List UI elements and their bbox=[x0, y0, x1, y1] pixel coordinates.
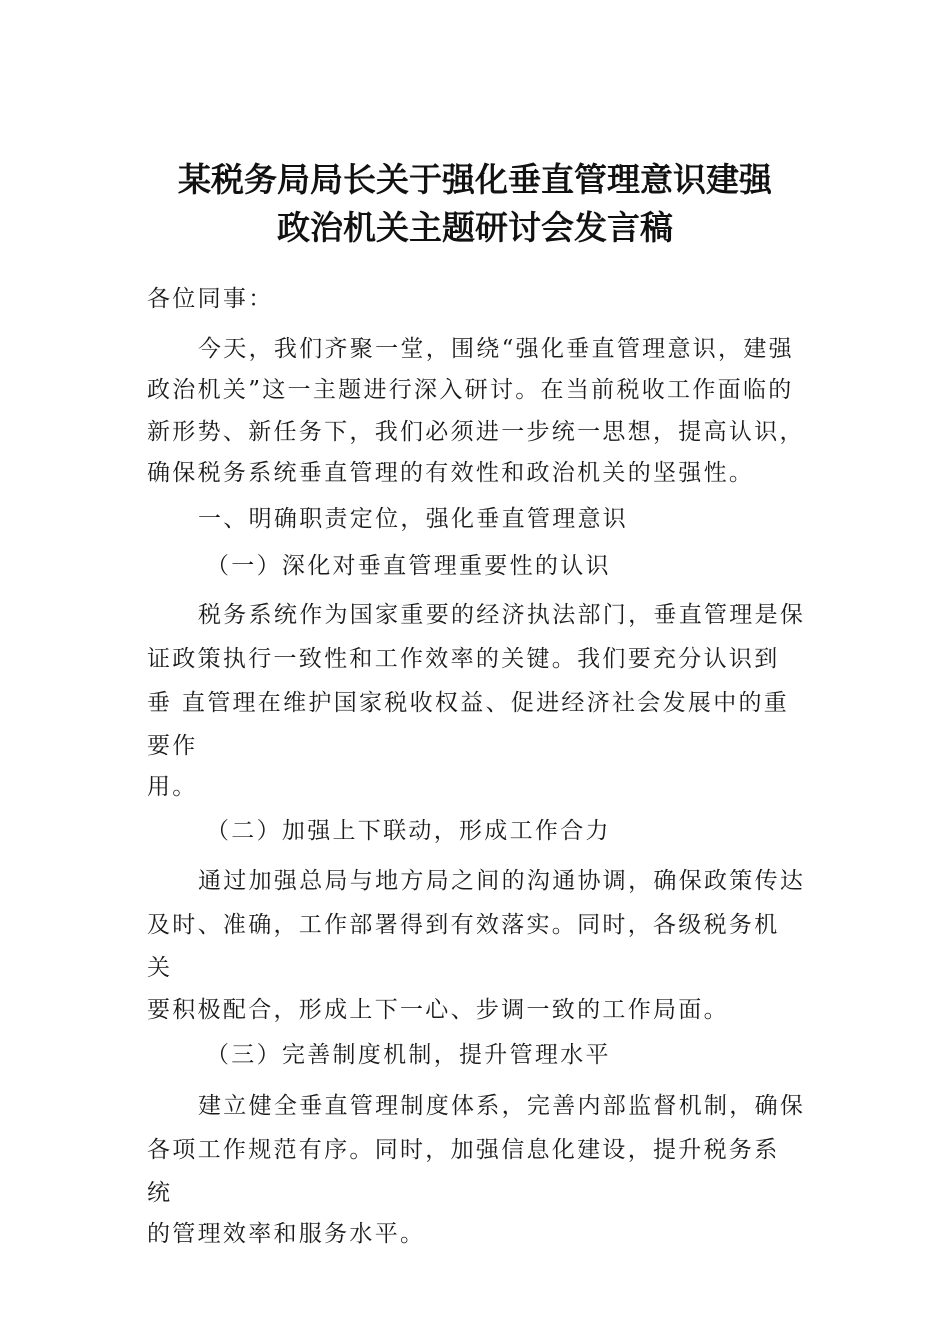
intro-line-2: 政治机关”这一主题进行深入研讨。在当前税收工作面临的 bbox=[147, 377, 794, 403]
document-title-line-1: 某税务局局长关于强化垂直管理意识建强 bbox=[178, 160, 772, 199]
sub-3-line-3: 统 bbox=[147, 1180, 173, 1206]
sub-3-heading: （三）完善制度机制，提升管理水平 bbox=[206, 1042, 611, 1068]
section-1-heading: 一、明确职责定位，强化垂直管理意识 bbox=[198, 506, 629, 532]
sub-3-line-2: 各项工作规范有序。同时，加强信息化建设，提升税务系 bbox=[147, 1137, 780, 1163]
sub-3-line-1: 建立健全垂直管理制度体系，完善内部监督机制，确保 bbox=[198, 1093, 806, 1119]
sub-1-line-5: 用。 bbox=[147, 774, 198, 800]
sub-1-line-4: 要作 bbox=[147, 733, 198, 759]
sub-1-heading: （一）深化对垂直管理重要性的认识 bbox=[206, 553, 611, 579]
intro-line-4: 确保税务系统垂直管理的有效性和政治机关的坚强性。 bbox=[147, 460, 755, 486]
sub-2-line-1: 通过加强总局与地方局之间的沟通协调，确保政策传达 bbox=[198, 868, 806, 894]
sub-1-line-3: 垂 直管理在维护国家税收权益、促进经济社会发展中的重 bbox=[147, 690, 790, 716]
intro-line-3: 新形势、新任务下，我们必须进一步统一思想，提高认识， bbox=[147, 419, 805, 445]
sub-1-line-2: 证政策执行一致性和工作效率的关键。我们要充分认识到 bbox=[147, 646, 780, 672]
sub-1-line-1: 税务系统作为国家重要的经济执法部门，垂直管理是保 bbox=[198, 602, 806, 628]
sub-2-line-3: 关 bbox=[147, 955, 173, 981]
sub-3-line-4: 的管理效率和服务水平。 bbox=[147, 1221, 426, 1247]
sub-2-line-4: 要积极配合，形成上下一心、步调一致的工作局面。 bbox=[147, 997, 729, 1023]
sub-2-line-2: 及时、准确，工作部署得到有效落实。同时，各级税务机 bbox=[147, 912, 780, 938]
document-title-line-2: 政治机关主题研讨会发言稿 bbox=[277, 208, 673, 247]
intro-line-1: 今天，我们齐聚一堂，围绕“强化垂直管理意识，建强 bbox=[198, 336, 794, 362]
sub-2-heading: （二）加强上下联动，形成工作合力 bbox=[206, 818, 611, 844]
salutation: 各位同事： bbox=[147, 286, 274, 312]
